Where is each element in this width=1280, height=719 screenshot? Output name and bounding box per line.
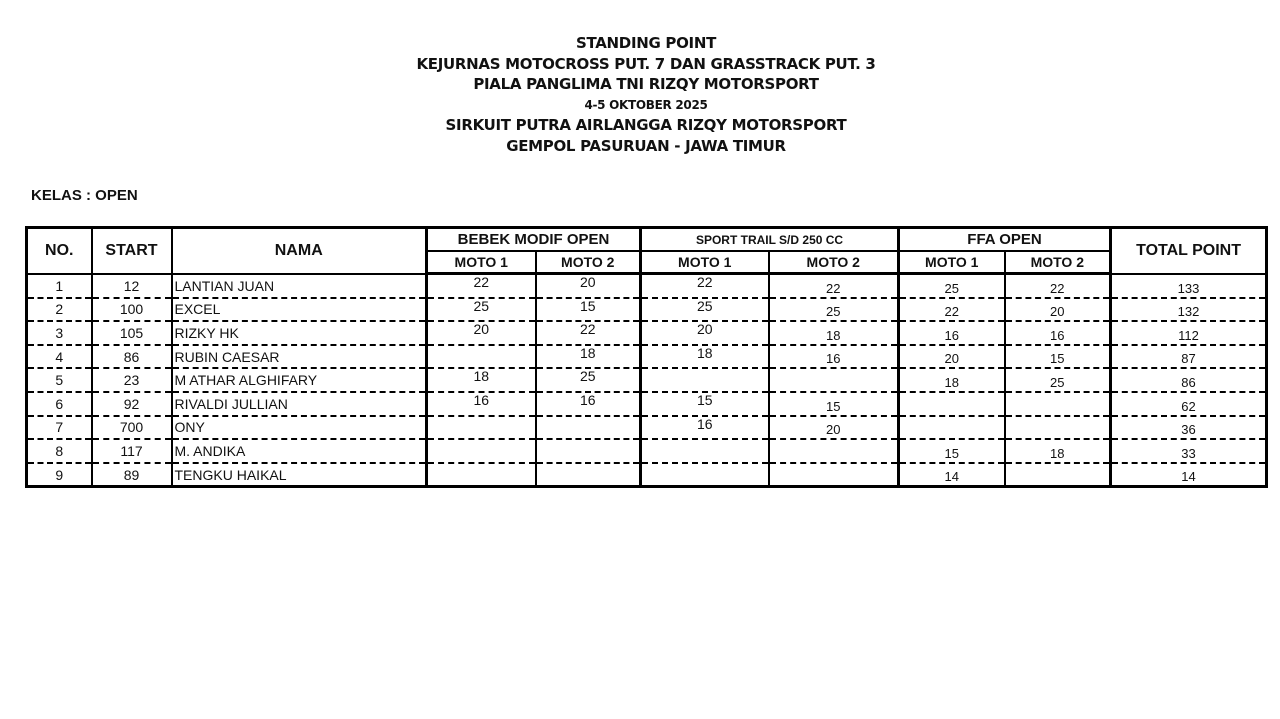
cell-trail-moto-2	[769, 463, 899, 487]
cell-trail-moto-2: 20	[769, 416, 899, 440]
cell-ffa-moto-1: 16	[899, 321, 1005, 345]
cell-bebek-moto-2: 20	[536, 274, 641, 298]
table-row	[27, 321, 1267, 345]
cell-bebek-moto-2: 18	[536, 345, 641, 369]
cell-ffa-moto-2: 25	[1005, 368, 1111, 392]
cell-bebek-moto-1	[427, 345, 536, 369]
cell-bebek-moto-2: 16	[536, 392, 641, 416]
cell-total-point: 33	[1111, 439, 1267, 463]
cell-nama: M. ANDIKA	[172, 439, 427, 463]
cell-bebek-moto-1	[427, 416, 536, 440]
cell-start: 92	[92, 392, 172, 416]
header-location: GEMPOL PASURUAN - JAWA TIMUR	[506, 136, 786, 155]
cell-start: 23	[92, 368, 172, 392]
ffa-moto-1: MOTO 1	[899, 251, 1005, 274]
cell-start: 89	[92, 463, 172, 487]
bebek-moto-2: MOTO 2	[536, 251, 641, 274]
document-header	[0, 33, 1280, 156]
cell-total-point: 62	[1111, 392, 1267, 416]
cell-trail-moto-1: 18	[641, 345, 769, 369]
cell-total-point: 14	[1111, 463, 1267, 487]
cell-nama: EXCEL	[172, 298, 427, 322]
cell-total-point: 36	[1111, 416, 1267, 440]
cell-bebek-moto-2	[536, 463, 641, 487]
cell-no: 7	[27, 416, 92, 440]
cell-no: 9	[27, 463, 92, 487]
table-row	[27, 463, 1267, 487]
cell-bebek-moto-1: 18	[427, 368, 536, 392]
cell-bebek-moto-2: 15	[536, 298, 641, 322]
cell-trail-moto-2: 15	[769, 392, 899, 416]
cell-trail-moto-1	[641, 463, 769, 487]
cell-nama: LANTIAN JUAN	[172, 274, 427, 298]
cell-nama: RIZKY HK	[172, 321, 427, 345]
group-ffa-open: FFA OPEN	[899, 228, 1111, 252]
cell-ffa-moto-2: 15	[1005, 345, 1111, 369]
table-row	[27, 416, 1267, 440]
cell-ffa-moto-2: 18	[1005, 439, 1111, 463]
cell-nama: M ATHAR ALGHIFARY	[172, 368, 427, 392]
group-sport-trail: SPORT TRAIL S/D 250 CC	[641, 228, 899, 252]
cell-bebek-moto-2	[536, 439, 641, 463]
table-row	[27, 439, 1267, 463]
cell-start: 100	[92, 298, 172, 322]
cell-trail-moto-2: 18	[769, 321, 899, 345]
cell-start: 105	[92, 321, 172, 345]
cell-bebek-moto-2: 25	[536, 368, 641, 392]
cell-bebek-moto-1	[427, 463, 536, 487]
cell-trail-moto-2: 22	[769, 274, 899, 298]
cell-trail-moto-1: 15	[641, 392, 769, 416]
cell-trail-moto-2	[769, 368, 899, 392]
cell-no: 2	[27, 298, 92, 322]
table-row	[27, 368, 1267, 392]
col-nama: NAMA	[172, 228, 427, 274]
header-date: 4-5 OKTOBER 2025	[584, 97, 708, 112]
trail-moto-1: MOTO 1	[641, 251, 769, 274]
cell-no: 4	[27, 345, 92, 369]
cell-total-point: 132	[1111, 298, 1267, 322]
cell-start: 86	[92, 345, 172, 369]
cell-total-point: 86	[1111, 368, 1267, 392]
class-label: KELAS : OPEN	[31, 187, 138, 204]
cell-ffa-moto-2: 16	[1005, 321, 1111, 345]
cell-no: 3	[27, 321, 92, 345]
cell-total-point: 112	[1111, 321, 1267, 345]
table-row	[27, 392, 1267, 416]
cell-ffa-moto-1: 20	[899, 345, 1005, 369]
cell-bebek-moto-2	[536, 416, 641, 440]
cell-trail-moto-2: 16	[769, 345, 899, 369]
cell-ffa-moto-1: 18	[899, 368, 1005, 392]
cell-ffa-moto-2	[1005, 463, 1111, 487]
bebek-moto-1: MOTO 1	[427, 251, 536, 274]
cell-trail-moto-1	[641, 439, 769, 463]
cell-bebek-moto-1	[427, 439, 536, 463]
cell-nama: RUBIN CAESAR	[172, 345, 427, 369]
cell-trail-moto-1	[641, 368, 769, 392]
cell-bebek-moto-1: 22	[427, 274, 536, 298]
cell-trail-moto-2	[769, 439, 899, 463]
header-cup: PIALA PANGLIMA TNI RIZQY MOTORSPORT	[473, 75, 819, 93]
cell-no: 5	[27, 368, 92, 392]
standing-table	[25, 226, 1268, 488]
cell-ffa-moto-2	[1005, 392, 1111, 416]
table-row	[27, 274, 1267, 298]
cell-trail-moto-1: 22	[641, 274, 769, 298]
cell-ffa-moto-1: 14	[899, 463, 1005, 487]
cell-trail-moto-1: 16	[641, 416, 769, 440]
cell-no: 1	[27, 274, 92, 298]
trail-moto-2: MOTO 2	[769, 251, 899, 274]
cell-nama: TENGKU HAIKAL	[172, 463, 427, 487]
cell-ffa-moto-2: 22	[1005, 274, 1111, 298]
cell-ffa-moto-2: 20	[1005, 298, 1111, 322]
cell-bebek-moto-1: 25	[427, 298, 536, 322]
cell-no: 8	[27, 439, 92, 463]
header-event: KEJURNAS MOTOCROSS PUT. 7 DAN GRASSTRACK PUT. 3	[416, 54, 876, 73]
table-header	[27, 228, 1267, 274]
cell-start: 12	[92, 274, 172, 298]
cell-total-point: 133	[1111, 274, 1267, 298]
cell-start: 700	[92, 416, 172, 440]
header-title: STANDING POINT	[575, 34, 717, 52]
cell-nama: ONY	[172, 416, 427, 440]
cell-ffa-moto-1	[899, 416, 1005, 440]
cell-ffa-moto-1	[899, 392, 1005, 416]
cell-nama: RIVALDI JULLIAN	[172, 392, 427, 416]
cell-start: 117	[92, 439, 172, 463]
cell-total-point: 87	[1111, 345, 1267, 369]
table-row	[27, 298, 1267, 322]
col-total-point: TOTAL POINT	[1111, 228, 1267, 274]
cell-bebek-moto-2: 22	[536, 321, 641, 345]
cell-ffa-moto-1: 25	[899, 274, 1005, 298]
cell-bebek-moto-1: 16	[427, 392, 536, 416]
cell-bebek-moto-1: 20	[427, 321, 536, 345]
cell-trail-moto-1: 20	[641, 321, 769, 345]
cell-no: 6	[27, 392, 92, 416]
col-start: START	[92, 228, 172, 274]
cell-trail-moto-2: 25	[769, 298, 899, 322]
cell-ffa-moto-1: 22	[899, 298, 1005, 322]
table-row	[27, 345, 1267, 369]
cell-ffa-moto-2	[1005, 416, 1111, 440]
cell-trail-moto-1: 25	[641, 298, 769, 322]
table-body	[27, 274, 1267, 487]
group-bebek-modif-open: BEBEK MODIF OPEN	[427, 228, 641, 252]
ffa-moto-2: MOTO 2	[1005, 251, 1111, 274]
cell-ffa-moto-1: 15	[899, 439, 1005, 463]
col-no: NO.	[27, 228, 92, 274]
header-circuit: SIRKUIT PUTRA AIRLANGGA RIZQY MOTORSPORT	[445, 116, 847, 134]
